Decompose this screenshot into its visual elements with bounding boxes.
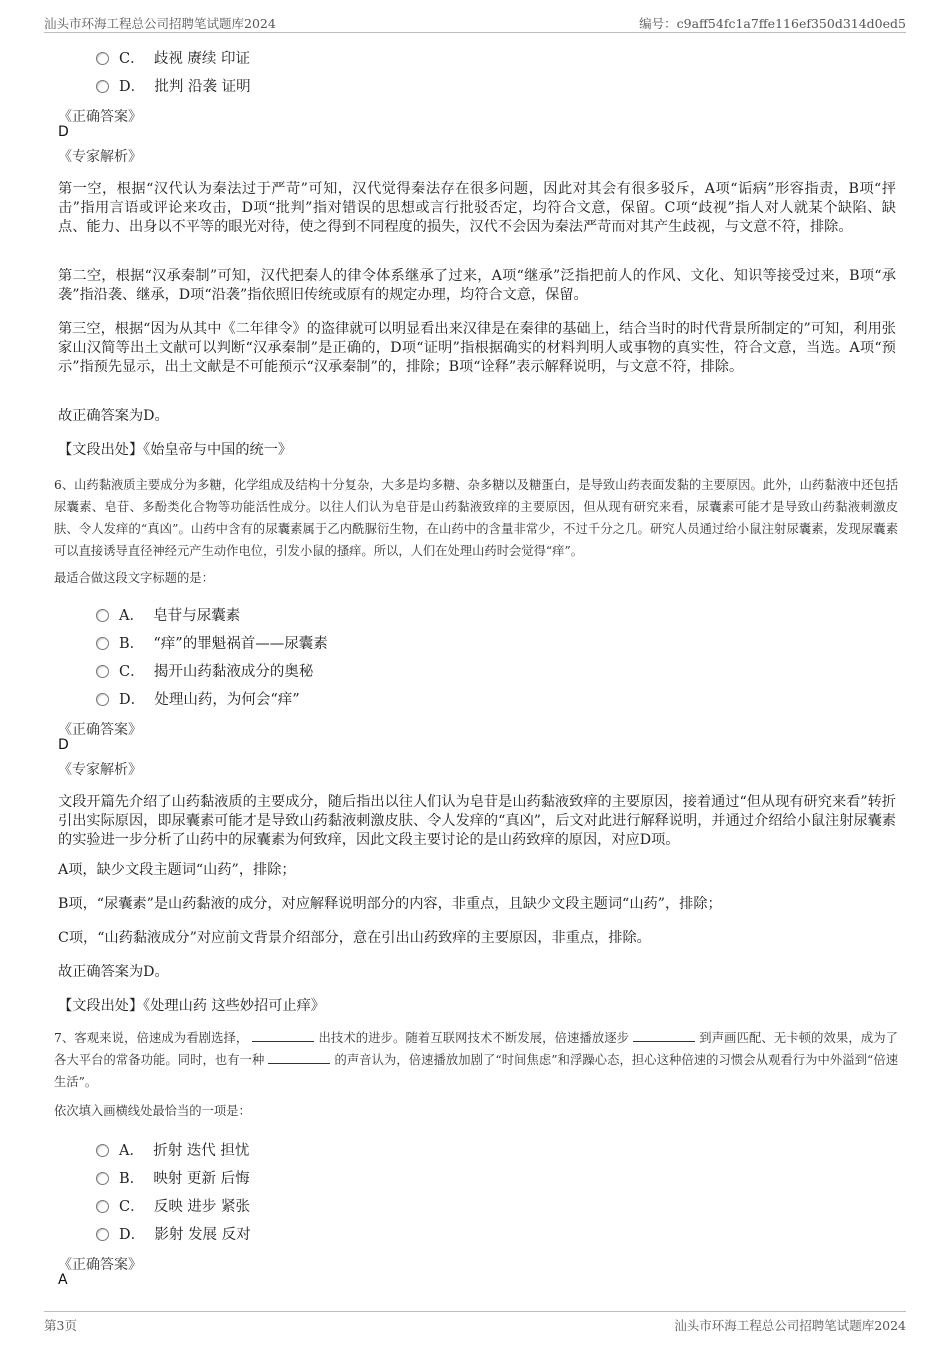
q6-option-d[interactable] bbox=[96, 688, 300, 710]
q5-answer-label: 《正确答案》 bbox=[58, 109, 142, 125]
q6-answer: D bbox=[58, 737, 69, 753]
option-text: “痒”的罪魁祸首——尿囊素 bbox=[153, 636, 328, 652]
q6-stem: 6、山药黏液质主要成分为多糖，化学组成及结构十分复杂，大多是均多糖、杂多糖以及糖蛋白，是导致山药表面发黏的主要原因。此外，山药黏液中还包括尿囊素、皂苷、多酚类化合物等功能活性成分。以往人们认为皂苷是山药黏液致痒的主要原因，但从现有研究来看，尿囊素可能才是导致山药黏液刺激皮肤、令人发痒的“真凶”。山药中含有的尿囊素属于乙内酰脲衍生物，在山药中的含量非常少，不过千分之几。研究人员通过给小鼠注射尿囊素，发现尿囊素可以直接诱导直径神经元产生动作电位，引发小鼠的搔痒。所以，人们在处理山药时会觉得“痒”。 bbox=[54, 478, 899, 558]
q7-prompt: 依次填入画横线处最恰当的一项是： bbox=[54, 1104, 251, 1118]
radio-icon[interactable] bbox=[96, 1200, 109, 1213]
q6-option-a[interactable] bbox=[96, 604, 240, 626]
option-key: D． bbox=[119, 79, 146, 95]
radio-icon[interactable] bbox=[96, 1144, 109, 1157]
option-text: 影射 发展 反对 bbox=[154, 1227, 251, 1243]
option-key: D． bbox=[119, 692, 146, 708]
q6-analysis-p3: B项，“尿囊素”是山药黏液的成分，对应解释说明部分的内容，非重点，且缺少文段主题词“山药”，排除； bbox=[58, 896, 722, 912]
option-key: B． bbox=[119, 1171, 145, 1187]
option-text: 皂苷与尿囊素 bbox=[153, 608, 241, 624]
q5-option-c[interactable] bbox=[96, 47, 250, 69]
radio-icon[interactable] bbox=[96, 52, 109, 65]
q5-analysis-p2: 第二空，根据“汉承秦制”可知，汉代把秦人的律令体系继承了过来，A项“继承”泛指把前人的作风、文化、知识等接受过来，B项“承袭”指沿袭、继承，D项“沿袭”指依照旧传统或原有的规定办理，均符合文意，保留。 bbox=[58, 268, 896, 303]
q7-option-a[interactable] bbox=[96, 1139, 249, 1161]
q7-stem-part: 的声音认为，倍速播放加剧了“时间焦虑”和浮躁心态，担心这种倍速的习惯会从观看行为中外溢到“倍速生活”。 bbox=[54, 1053, 898, 1089]
header-title: 汕头市环海工程总公司招聘笔试题库2024 bbox=[44, 16, 276, 31]
radio-icon[interactable] bbox=[96, 637, 109, 650]
q6-conclusion: 故正确答案为D。 bbox=[58, 964, 169, 980]
page-number: 第3页 bbox=[44, 1318, 77, 1333]
blank-3 bbox=[268, 1051, 330, 1064]
q7-stem-part: 7、客观来说，倍速成为看剧选择， bbox=[54, 1031, 249, 1045]
q5-option-d[interactable] bbox=[96, 75, 251, 97]
footer-title: 汕头市环海工程总公司招聘笔试题库2024 bbox=[674, 1318, 906, 1333]
option-key: C． bbox=[119, 1199, 145, 1215]
radio-icon[interactable] bbox=[96, 665, 109, 678]
q7-answer-label: 《正确答案》 bbox=[58, 1257, 142, 1273]
blank-2 bbox=[633, 1029, 695, 1042]
option-text: 映射 更新 后悔 bbox=[153, 1171, 250, 1187]
q7-stem-part: 出技术的进步。随着互联网技术不断发展，倍速播放逐步 bbox=[318, 1031, 630, 1045]
q6-prompt: 最适合做这段文字标题的是： bbox=[54, 571, 214, 585]
radio-icon[interactable] bbox=[96, 693, 109, 706]
q5-analysis-p3: 第三空，根据“因为从其中《二年律令》的盗律就可以明显看出来汉律是在秦律的基础上，结合当时的时代背景所制定的”可知，利用张家山汉简等出土文献可以判断“汉承秦制”是正确的，D项“证明”指根据确实的材料判明人或事物的真实性，符合文意，当选。A项“预示”指预先显示，出土文献是不可能预示“汉承秦制”的，排除；B项“诠释”表示解释说明，与文意不符，排除。 bbox=[58, 321, 896, 375]
q7-stem-part: 到声画匹配、无卡顿的效果，成为了各大平台的常备功能。同时，也有一种 bbox=[54, 1031, 898, 1067]
page-header bbox=[44, 10, 906, 33]
q7-stem bbox=[54, 1027, 898, 1093]
q5-source: 【文段出处】《始皇帝与中国的统一》 bbox=[58, 442, 293, 458]
q6-analysis-p2: A项，缺少文段主题词“山药”，排除； bbox=[58, 862, 296, 878]
q5-analysis-label: 《专家解析》 bbox=[58, 149, 142, 165]
radio-icon[interactable] bbox=[96, 609, 109, 622]
radio-icon[interactable] bbox=[96, 1228, 109, 1241]
q5-answer: D bbox=[58, 124, 69, 140]
radio-icon[interactable] bbox=[96, 80, 109, 93]
option-key: D． bbox=[119, 1227, 146, 1243]
page-footer bbox=[44, 1311, 906, 1338]
option-key: C． bbox=[119, 664, 145, 680]
option-text: 歧视 赓续 印证 bbox=[153, 51, 251, 67]
q5-analysis-p1: 第一空，根据“汉代认为秦法过于严苛”可知，汉代觉得秦法存在很多问题，因此对其会有很多驳斥，A项“诟病”形容指责，B项“抨击”指用言语或评论来攻击，D项“批判”指对错误的思想或言行批驳否定，均符合文意，保留。C项“歧视”指人对人就某个缺陷、缺点、能力、出身以不平等的眼光对待，使之得到不同程度的损失，汉代不会因为秦法严苛而对其产生歧视，与文意不符，排除。 bbox=[58, 181, 896, 235]
option-key: C． bbox=[119, 51, 145, 67]
blank-1 bbox=[252, 1029, 314, 1042]
option-key: A． bbox=[119, 608, 144, 624]
option-text: 反映 进步 紧张 bbox=[153, 1199, 251, 1215]
option-text: 处理山药，为何会“痒” bbox=[154, 692, 300, 708]
header-doc-id: 编号：c9aff54fc1a7ffe116ef350d314d0ed5 bbox=[639, 16, 906, 31]
option-key: B． bbox=[119, 636, 145, 652]
q6-option-b[interactable] bbox=[96, 632, 328, 654]
q7-answer: A bbox=[58, 1272, 68, 1288]
q5-conclusion: 故正确答案为D。 bbox=[58, 408, 169, 424]
q6-option-c[interactable] bbox=[96, 660, 313, 682]
q6-answer-label: 《正确答案》 bbox=[58, 722, 142, 738]
radio-icon[interactable] bbox=[96, 1172, 109, 1185]
option-text: 批判 沿袭 证明 bbox=[154, 79, 251, 95]
q6-analysis-label: 《专家解析》 bbox=[58, 762, 142, 778]
option-key: A． bbox=[119, 1143, 144, 1159]
q6-analysis-p1: 文段开篇先介绍了山药黏液质的主要成分，随后指出以往人们认为皂苷是山药黏液致痒的主要原因，接着通过“但从现有研究来看”转折引出实际原因，即尿囊素可能才是导致山药黏液刺激皮肤、令人发痒的“真凶”，后文对此进行解释说明，并通过介绍给小鼠注射尿囊素的实验进一步分析了山药中的尿囊素为何致痒，因此文段主要讨论的是山药致痒的原因，对应D项。 bbox=[58, 794, 896, 848]
q6-analysis-p4: C项，“山药黏液成分”对应前文背景介绍部分，意在引出山药致痒的主要原因，非重点，排除。 bbox=[58, 930, 651, 946]
option-text: 折射 迭代 担忧 bbox=[153, 1143, 250, 1159]
q6-source: 【文段出处】《处理山药 这些妙招可止痒》 bbox=[58, 998, 325, 1014]
q7-option-d[interactable] bbox=[96, 1223, 251, 1245]
option-text: 揭开山药黏液成分的奥秘 bbox=[153, 664, 314, 680]
q7-option-b[interactable] bbox=[96, 1167, 250, 1189]
q7-option-c[interactable] bbox=[96, 1195, 250, 1217]
